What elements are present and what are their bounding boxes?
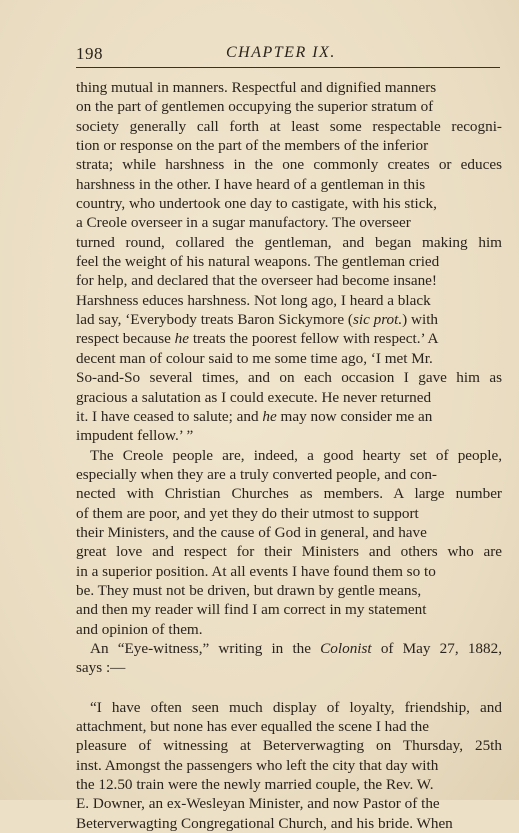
paragraph: [76, 639, 506, 678]
text-line: feel the weight of his natural weapons. The gentleman cried: [76, 253, 440, 271]
text-line: especially when they are a truly converted people, and con-: [76, 465, 437, 483]
quoted-paragraph: [76, 698, 506, 833]
text-line: Beterverwagting Congregational Church, and his bride. When: [76, 814, 453, 832]
text-line: An “Eye-witness,” writing in the Colonist of May 27, 1882,: [90, 639, 502, 657]
text-line: “I have often seen much display of loyalty, friendship, and: [90, 698, 502, 716]
text-line: for help, and declared that the overseer had become insane!: [76, 272, 437, 290]
text-line: it. I have ceased to salute; and he may now consider me an: [76, 407, 433, 425]
text-line: strata; while harshness in the one commonly creates or educes: [76, 156, 502, 174]
text-line: and then my reader will find I am correct in my statement: [76, 601, 427, 619]
text-line: on the part of gentlemen occupying the superior stratum of: [76, 98, 434, 116]
text-line: lad say, ‘Everybody treats Baron Sickymore (sic prot.) with: [76, 311, 439, 329]
body-text: [76, 78, 506, 833]
text-line: and opinion of them.: [76, 620, 203, 638]
text-line: The Creole people are, indeed, a good hearty set of people,: [90, 446, 502, 464]
header-rule: [76, 67, 500, 68]
text-line: decent man of colour said to me some time ago, ‘I met Mr.: [76, 349, 433, 367]
text-line: thing mutual in manners. Respectful and dignified manners: [76, 79, 437, 96]
text-line: in a superior position. At all events I have found them so to: [76, 562, 436, 580]
page-number: 198: [76, 44, 103, 63]
text-line: pleasure of witnessing at Beterverwagting on Thursday, 25th: [76, 737, 502, 755]
text-line: be. They must not be driven, but drawn by gentle means,: [76, 581, 422, 599]
text-line: Harshness educes harshness. Not long ago, I heard a black: [76, 291, 431, 309]
text-line: gracious a salutation as I could execute. He never returned: [76, 388, 432, 406]
text-line: says :—: [76, 659, 126, 677]
text-line: their Ministers, and the cause of God in general, and have: [76, 523, 427, 541]
running-head: CHAPTER IX.: [226, 44, 336, 61]
page-header: [76, 44, 499, 66]
text-line: a Creole overseer in a sugar manufactory. The overseer: [76, 214, 411, 232]
text-line: society generally call forth at least some respectable recogni-: [76, 117, 502, 135]
text-line: of them are poor, and yet they do their utmost to support: [76, 504, 419, 522]
text-line: harshness in the other. I have heard of a gentleman in this: [76, 175, 426, 193]
text-line: impudent fellow.’ ”: [76, 427, 194, 445]
text-line: inst. Amongst the passengers who left the city that day with: [76, 756, 439, 774]
text-line: great love and respect for their Ministers and others who are: [76, 543, 502, 561]
paragraph: [76, 446, 506, 639]
text-line: E. Downer, an ex-Wesleyan Minister, and now Pastor of the: [76, 795, 440, 813]
text-line: country, who undertook one day to castigate, with his stick,: [76, 195, 437, 213]
text-line: tion or response on the part of the members of the inferior: [76, 137, 429, 155]
text-line: turned round, collared the gentleman, and began making him: [76, 233, 502, 251]
text-line: respect because he treats the poorest fellow with respect.’ A: [76, 330, 439, 348]
text-line: attachment, but none has ever equalled the scene I had the: [76, 718, 429, 735]
text-line: the 12.50 train were the newly married couple, the Rev. W.: [76, 776, 434, 794]
text-line: So-and-So several times, and on each occasion I gave him as: [76, 369, 502, 387]
text-line: nected with Christian Churches as members. A large number: [76, 485, 502, 503]
paragraph-gap: [76, 678, 506, 698]
paragraph: [76, 78, 506, 446]
